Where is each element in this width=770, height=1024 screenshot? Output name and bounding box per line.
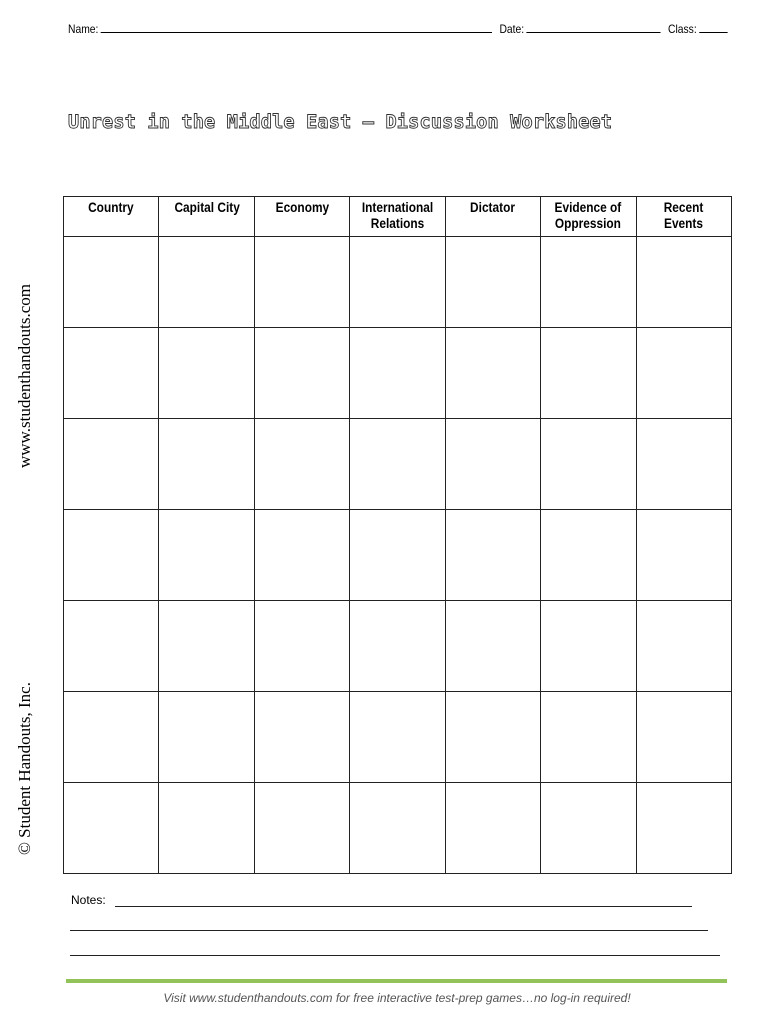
accent-bar [66, 979, 727, 983]
date-blank[interactable] [527, 20, 661, 33]
table-cell[interactable] [541, 328, 636, 419]
col-header-country: Country [64, 197, 159, 237]
table-cell[interactable] [254, 328, 349, 419]
table-cell[interactable] [64, 237, 159, 328]
table-cell[interactable] [636, 510, 731, 601]
table-row [64, 692, 732, 783]
table-cell[interactable] [445, 510, 540, 601]
notes-line-2[interactable] [70, 930, 708, 931]
worksheet-table [63, 196, 732, 874]
table-cell[interactable] [445, 692, 540, 783]
table-cell[interactable] [159, 419, 254, 510]
table-cell[interactable] [350, 783, 445, 874]
table-cell[interactable] [541, 783, 636, 874]
col-header-dictator: Dictator [445, 197, 540, 237]
table-row [64, 601, 732, 692]
name-blank[interactable] [101, 20, 492, 33]
table-cell[interactable] [159, 510, 254, 601]
table-cell[interactable] [350, 692, 445, 783]
page-title: Unrest in the Middle East – Discussion Worksheet [68, 112, 613, 133]
table-cell[interactable] [350, 510, 445, 601]
table-cell[interactable] [159, 328, 254, 419]
class-label: Class: [668, 22, 697, 36]
table-cell[interactable] [445, 419, 540, 510]
col-header-capital-city: Capital City [159, 197, 254, 237]
table-cell[interactable] [541, 601, 636, 692]
table-cell[interactable] [350, 237, 445, 328]
table-cell[interactable] [350, 328, 445, 419]
table-cell[interactable] [445, 237, 540, 328]
notes-label: Notes: [71, 893, 106, 907]
table-cell[interactable] [445, 783, 540, 874]
table-header-row [64, 197, 732, 237]
header-fields [68, 20, 697, 38]
col-header-economy: Economy [254, 197, 349, 237]
table-cell[interactable] [541, 237, 636, 328]
table-cell[interactable] [541, 510, 636, 601]
table-cell[interactable] [159, 783, 254, 874]
footer-text: Visit www.studenthandouts.com for free interactive test-prep games…no log-in required! [163, 991, 631, 1005]
table-row [64, 510, 732, 601]
table-cell[interactable] [64, 601, 159, 692]
col-header-international-relations: International Relations [350, 197, 445, 237]
table-cell[interactable] [254, 692, 349, 783]
table-cell[interactable] [636, 419, 731, 510]
table-cell[interactable] [159, 692, 254, 783]
date-label: Date: [499, 22, 525, 36]
table-cell[interactable] [636, 237, 731, 328]
table-cell[interactable] [64, 692, 159, 783]
table-row [64, 328, 732, 419]
side-copyright-text: © Student Handouts, Inc. [15, 682, 34, 855]
table-cell[interactable] [254, 601, 349, 692]
table-cell[interactable] [254, 237, 349, 328]
class-blank[interactable] [699, 20, 727, 33]
table-cell[interactable] [64, 328, 159, 419]
table-row [64, 237, 732, 328]
table-cell[interactable] [254, 510, 349, 601]
name-label: Name: [68, 22, 99, 36]
side-website-text: www.studenthandouts.com [15, 284, 34, 468]
table-cell[interactable] [541, 419, 636, 510]
table-cell[interactable] [254, 783, 349, 874]
col-header-recent-events: Recent Events [636, 197, 731, 237]
table-cell[interactable] [636, 601, 731, 692]
table-cell[interactable] [445, 601, 540, 692]
table-cell[interactable] [350, 419, 445, 510]
table-row [64, 419, 732, 510]
table-cell[interactable] [636, 692, 731, 783]
notes-line-1[interactable] [115, 906, 692, 907]
table-row [64, 783, 732, 874]
table-cell[interactable] [159, 601, 254, 692]
notes-line-3[interactable] [70, 955, 720, 956]
table-cell[interactable] [541, 692, 636, 783]
table-cell[interactable] [64, 783, 159, 874]
table-cell[interactable] [159, 237, 254, 328]
table-cell[interactable] [636, 328, 731, 419]
table-cell[interactable] [64, 510, 159, 601]
col-header-evidence-of-oppression: Evidence of Oppression [541, 197, 636, 237]
table-cell[interactable] [350, 601, 445, 692]
table-cell[interactable] [445, 328, 540, 419]
table-cell[interactable] [636, 783, 731, 874]
table-cell[interactable] [64, 419, 159, 510]
table-cell[interactable] [254, 419, 349, 510]
